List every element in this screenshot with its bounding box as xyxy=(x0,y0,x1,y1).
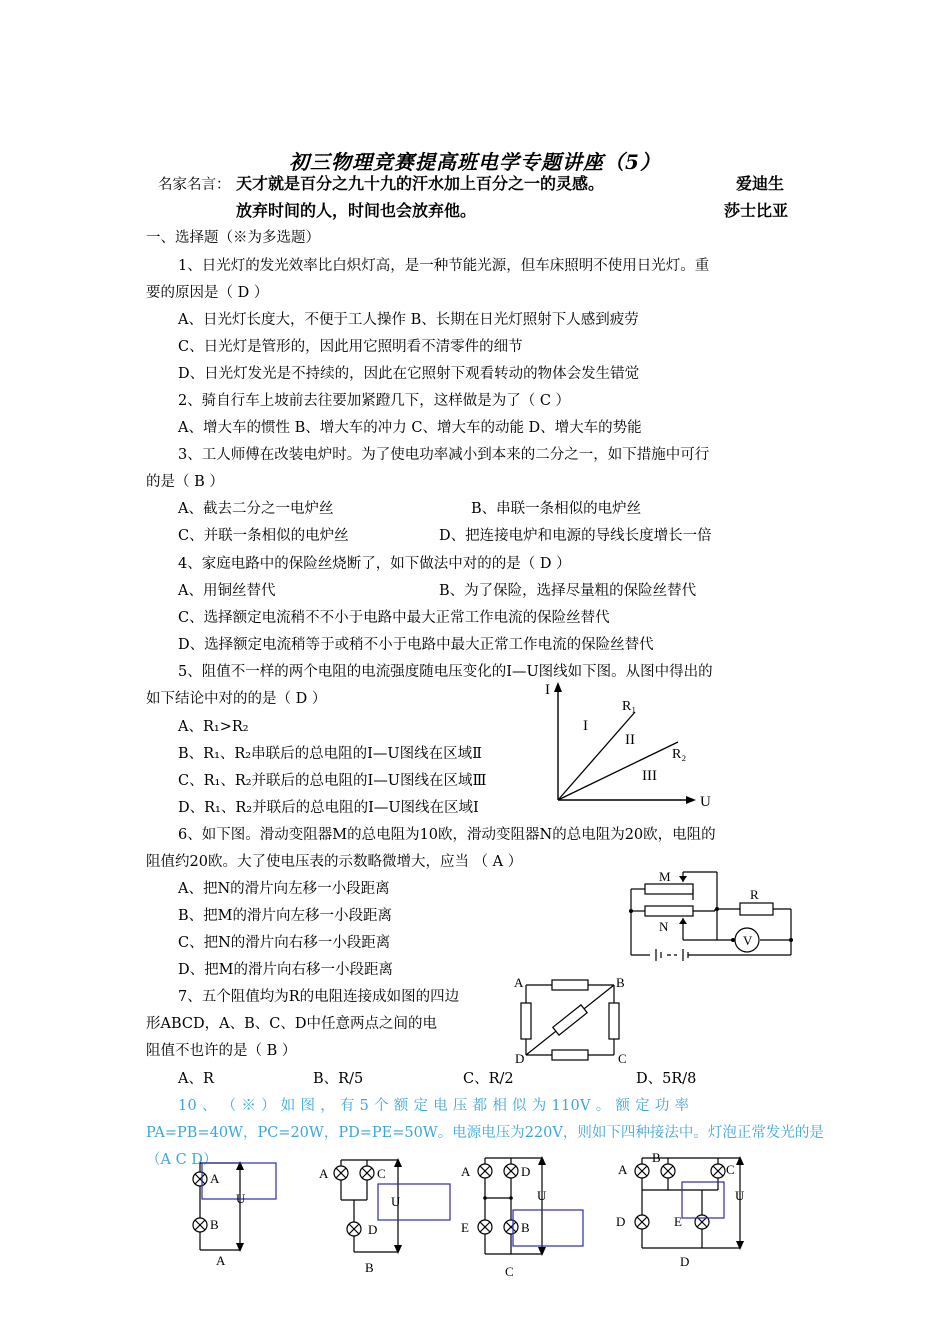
quote-2: 放弃时间的人，时间也会放弃他。 xyxy=(236,201,477,220)
circuit-b-lamp-c: C xyxy=(377,1166,386,1181)
q3-option-a: A、截去二分之一电炉丝 xyxy=(178,501,334,517)
q6-line2: 阻值约20欧。大了使电压表的示数略微增大，应当 （ A ） xyxy=(146,854,523,870)
iu-graph xyxy=(540,680,720,810)
lamp-circuit-a xyxy=(180,1155,280,1270)
q7-option-b: B、R/5 xyxy=(313,1071,364,1087)
q7-option-d: D、5R/8 xyxy=(636,1071,697,1087)
q7-option-a: A、R xyxy=(178,1071,214,1087)
q3-line2: 的是（ B ） xyxy=(146,474,224,490)
q5-option-c: C、R₁、R₂并联后的总电阻的I—U图线在区域Ⅲ xyxy=(178,773,487,789)
graph-r2-label: R₂ xyxy=(672,747,687,762)
q7-line1: 7、五个阻值均为R的电阻连接成如图的四边 xyxy=(178,989,460,1005)
circuit-a-lamp-b: B xyxy=(210,1217,219,1232)
circuit-d-lamp-c: C xyxy=(726,1162,735,1177)
q1-option-d: D、日光灯发光是不持续的，因此在它照射下观看转动的物体会发生错觉 xyxy=(178,366,640,382)
lamp-circuit-b xyxy=(315,1152,455,1277)
q10-line1: 10 、 （ ※ ） 如 图 ， 有 5 个 额 定 电 压 都 相 似 为 110V 。 额 定 功 率 xyxy=(178,1098,690,1114)
q4-option-d: D、选择额定电流稍等于或稍不小于电路中最大正常工作电流的保险丝替代 xyxy=(178,637,654,653)
q5-option-d: D、R₁、R₂并联后的总电阻的I—U图线在区域Ⅰ xyxy=(178,800,479,816)
q2-options: A、增大车的惯性 B、增大车的冲力 C、增大车的动能 D、增大车的势能 xyxy=(178,420,642,436)
circuit-c-lamp-b: B xyxy=(521,1220,530,1235)
q4-option-c: C、选择额定电流稍不不小于电路中最大正常工作电流的保险丝替代 xyxy=(178,610,610,626)
graph-region-1: I xyxy=(583,718,588,734)
lamp-circuit-d xyxy=(612,1148,762,1273)
q1-option-ab: A、日光灯长度大，不便于工人操作 B、长期在日光灯照射下人感到疲劳 xyxy=(178,312,639,328)
q7-line2: 形ABCD，A、B、C、D中任意两点之间的电 xyxy=(146,1016,437,1032)
page-title: 初三物理竞赛提高班电学专题讲座（5） xyxy=(289,150,661,174)
section-heading: 一、选择题（※为多选题） xyxy=(146,230,320,246)
q6-option-b: B、把M的滑片向左移一小段距离 xyxy=(178,908,393,924)
graph-x-label: U xyxy=(700,794,711,810)
circuit-d-lamp-b: B xyxy=(652,1150,661,1165)
q7-option-c: C、R/2 xyxy=(463,1071,514,1087)
circuit-c-lamp-a: A xyxy=(461,1164,471,1179)
q5-option-b: B、R₁、R₂串联后的总电阻的I—U图线在区域Ⅱ xyxy=(178,746,482,762)
q7-line3: 阻值不也许的是（ B ） xyxy=(146,1043,297,1059)
circuit-a-lamp-a: A xyxy=(210,1171,220,1186)
q6-option-d: D、把M的滑片向右移一小段距离 xyxy=(178,962,393,978)
circuit-b-u: U xyxy=(391,1194,401,1209)
rheostat-n-label: N xyxy=(659,919,669,934)
q1-line1: 1、日光灯的发光效率比白炽灯高，是一种节能光源，但车床照明不使用日光灯。重 xyxy=(178,258,710,274)
q3-line1: 3、工人师傅在改装电炉时。为了使电功率减小到本来的二分之一，如下措施中可行 xyxy=(178,447,710,463)
graph-y-label: I xyxy=(545,682,550,698)
q6-option-a: A、把N的滑片向左移一小段距离 xyxy=(178,881,390,897)
circuit-c-caption: C xyxy=(505,1264,514,1279)
q10-line3: （A C D） xyxy=(146,1152,218,1168)
q5-option-a: A、R₁>R₂ xyxy=(178,719,249,735)
rheostat-circuit xyxy=(625,862,800,970)
rheostat-m-label: M xyxy=(659,869,671,884)
circuit-a-u: U xyxy=(236,1191,246,1206)
q1-option-c: C、日光灯是管形的，因此用它照明看不清零件的细节 xyxy=(178,339,523,355)
circuit-b-caption: B xyxy=(365,1260,374,1275)
circuit-d-lamp-e: E xyxy=(674,1214,682,1229)
quad-b-label: B xyxy=(616,975,625,990)
q4-option-a: A、用铜丝替代 xyxy=(178,583,276,599)
q2-line1: 2、骑自行车上坡前去往要加紧蹬几下，这样做是为了（ C ） xyxy=(178,393,571,409)
resistor-r-label: R xyxy=(750,887,759,902)
circuit-a-caption: A xyxy=(216,1253,226,1268)
quote-2-author: 莎士比亚 xyxy=(724,201,789,220)
quad-c-label: C xyxy=(618,1051,627,1066)
resistor-quadrilateral xyxy=(512,975,632,1067)
q3-option-d: D、把连接电炉和电源的导线长度增长一倍 xyxy=(439,528,712,544)
circuit-d-u: U xyxy=(735,1188,745,1203)
q4-line1: 4、家庭电路中的保险丝烧断了，如下做法中对的的是（ D ） xyxy=(178,556,571,572)
quote-1: 天才就是百分之九十九的汗水加上百分之一的灵感。 xyxy=(236,174,605,193)
quotes-label: 名家名言： xyxy=(158,177,231,193)
circuit-c-lamp-e: E xyxy=(461,1220,469,1235)
circuit-c-lamp-d: D xyxy=(521,1164,531,1179)
q6-line1: 6、如下图。滑动变阻器M的总电阻为10欧，滑动变阻器N的总电阻为20欧，电阻的 xyxy=(178,827,716,843)
q5-line1: 5、阻值不一样的两个电阻的电流强度随电压变化的I—U图线如下图。从图中得出的 xyxy=(178,664,713,680)
q4-option-b: B、为了保险，选择尽量粗的保险丝替代 xyxy=(439,583,697,599)
circuit-b-lamp-d: D xyxy=(368,1222,378,1237)
q3-option-b: B、串联一条相似的电炉丝 xyxy=(471,501,642,517)
q10-line2: PA=PB=40W，PC=20W，PD=PE=50W。电源电压为220V，则如下四种接法中。灯泡正常发光的是 xyxy=(146,1125,824,1141)
lamp-circuit-c xyxy=(455,1150,595,1280)
quad-d-label: D xyxy=(515,1051,525,1066)
graph-region-3: III xyxy=(642,768,657,784)
circuit-d-caption: D xyxy=(680,1254,690,1269)
circuit-b-lamp-a: A xyxy=(319,1166,329,1181)
graph-r1-label: R₁ xyxy=(622,699,637,714)
q5-line2: 如下结论中对的的是（ D ） xyxy=(146,691,327,707)
circuit-c-u: U xyxy=(537,1188,547,1203)
circuit-d-lamp-d: D xyxy=(616,1214,626,1229)
quote-1-author: 爱迪生 xyxy=(736,174,785,193)
circuit-d-lamp-a: A xyxy=(618,1162,628,1177)
quad-a-label: A xyxy=(514,975,524,990)
q1-line2: 要的原因是（ D ） xyxy=(146,285,269,301)
graph-region-2: II xyxy=(625,732,635,748)
q3-option-c: C、并联一条相似的电炉丝 xyxy=(178,528,349,544)
q6-option-c: C、把N的滑片向右移一小段距离 xyxy=(178,935,391,951)
voltmeter-label: V xyxy=(743,933,753,948)
